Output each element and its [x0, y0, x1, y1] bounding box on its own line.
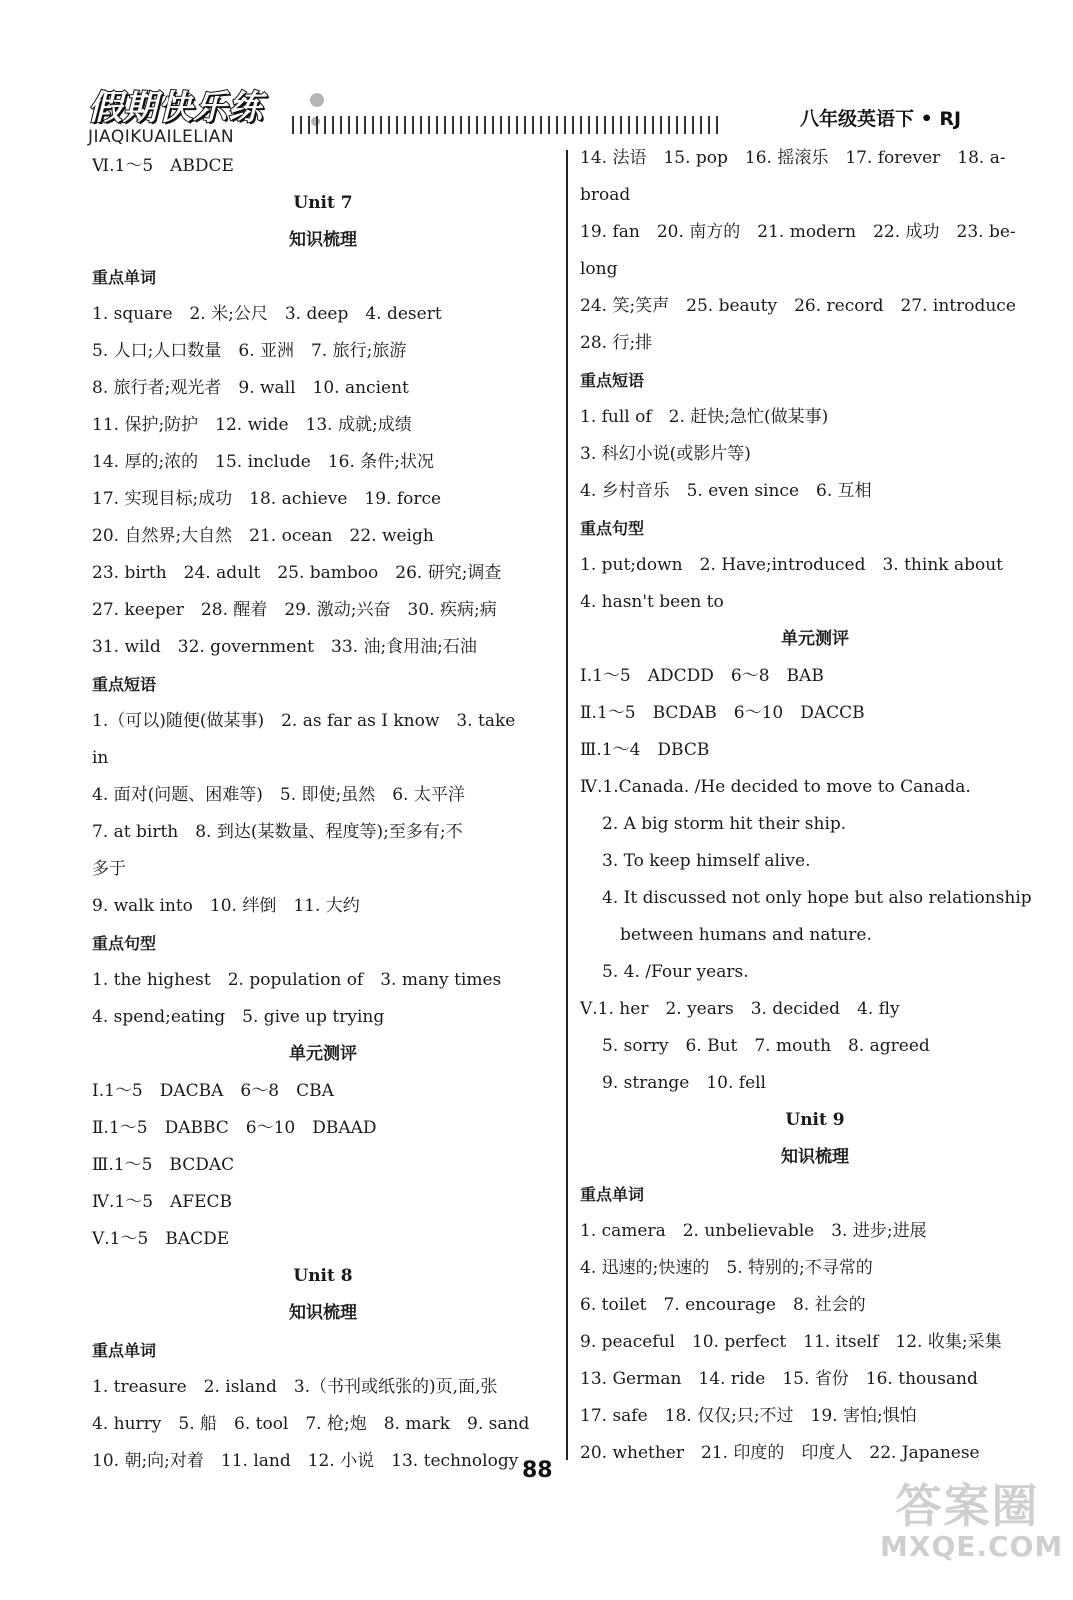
answer-line: 27. keeper 28. 醒着 29. 激动;兴奋 30. 疾病;病 [92, 600, 497, 620]
section-heading: 重点句型 [580, 519, 645, 538]
answer-line: 4. It discussed not only hope but also relationship [602, 888, 1032, 908]
answer-line: broad [580, 185, 631, 205]
answer-line: 1. square 2. 米;公尺 3. deep 4. desert [92, 304, 442, 324]
answer-line: 8. 旅行者;观光者 9. wall 10. ancient [92, 378, 409, 398]
answer-line: Ⅴ.1. her 2. years 3. decided 4. fly [580, 999, 900, 1019]
book-logo [88, 80, 263, 147]
left-column [92, 148, 554, 1480]
answer-line: 4. hurry 5. 船 6. tool 7. 枪;炮 8. mark 9. sand [92, 1414, 530, 1434]
section-title: 知识梳理 [289, 230, 357, 250]
answer-line: 5. 4. /Four years. [602, 962, 749, 982]
section-heading: 重点单词 [580, 1185, 645, 1204]
answer-line: 3. To keep himself alive. [602, 851, 811, 871]
section-heading: 重点单词 [92, 268, 157, 287]
answer-line: 1.（可以)随便(做某事) 2. as far as I know 3. take [92, 711, 516, 731]
answer-line: Ⅰ.1～5 DACBA 6～8 CBA [92, 1081, 334, 1101]
answer-line: 14. 厚的;浓的 15. include 16. 条件;状况 [92, 452, 435, 472]
answer-line: 多于 [92, 859, 126, 879]
answer-line: Ⅱ.1～5 DABBC 6～10 DBAAD [92, 1118, 377, 1138]
answer-line: 6. toilet 7. encourage 8. 社会的 [580, 1295, 866, 1315]
answer-line: 1. put;down 2. Have;introduced 3. think about [580, 555, 1004, 575]
answer-line: 9. peaceful 10. perfect 11. itself 12. 收集;采集 [580, 1332, 1002, 1352]
answer-line: 4. 乡村音乐 5. even since 6. 互相 [580, 481, 872, 501]
answer-line: 1. camera 2. unbelievable 3. 进步;进展 [580, 1221, 927, 1241]
answer-line: 19. fan 20. 南方的 21. modern 22. 成功 23. be- [580, 222, 1016, 242]
answer-line: 24. 笑;笑声 25. beauty 26. record 27. introduce [580, 296, 1016, 316]
book-title: 八年级英语下 • RJ [800, 108, 962, 130]
answer-line: 23. birth 24. adult 25. bamboo 26. 研究;调查 [92, 563, 502, 583]
answer-line: 4. hasn't been to [580, 592, 724, 612]
answer-line: 5. 人口;人口数量 6. 亚洲 7. 旅行;旅游 [92, 341, 407, 361]
answer-line: Ⅳ.1.Canada. /He decided to move to Canada. [580, 777, 971, 797]
answer-line: 10. 朝;向;对着 11. land 12. 小说 13. technology [92, 1451, 519, 1471]
answer-line: in [92, 748, 109, 768]
column-divider [566, 150, 568, 1460]
answer-line: 14. 法语 15. pop 16. 摇滚乐 17. forever 18. a- [580, 148, 1006, 168]
logo-title: 假期快乐练 [88, 88, 263, 128]
answer-line: between humans and nature. [620, 925, 872, 945]
answer-line: 28. 行;排 [580, 333, 653, 353]
section-heading: 重点句型 [92, 934, 157, 953]
answer-line: long [580, 259, 618, 279]
section-title: 单元测评 [289, 1044, 357, 1064]
answer-line: 13. German 14. ride 15. 省份 16. thousand [580, 1369, 978, 1389]
answer-line: 1. treasure 2. island 3.（书刊或纸张的)页,面,张 [92, 1377, 498, 1397]
answer-line: 5. sorry 6. But 7. mouth 8. agreed [602, 1036, 930, 1056]
answer-line: 11. 保护;防护 12. wide 13. 成就;成绩 [92, 415, 412, 435]
section-title: Unit 7 [293, 193, 353, 213]
answer-line: Ⅲ.1～4 DBCB [580, 740, 710, 760]
answer-line: Ⅲ.1～5 BCDAC [92, 1155, 235, 1175]
answer-line: Ⅴ.1～5 BACDE [92, 1229, 230, 1249]
answer-line: 7. at birth 8. 到达(某数量、程度等);至多有;不 [92, 822, 463, 842]
answer-line: 2. A big storm hit their ship. [602, 814, 847, 834]
section-heading: 重点短语 [580, 371, 645, 390]
answer-line: 4. spend;eating 5. give up trying [92, 1007, 385, 1027]
answer-line: 17. safe 18. 仅仅;只;不过 19. 害怕;惧怕 [580, 1406, 917, 1426]
watermark-url: MXQE.COM [880, 1530, 1064, 1563]
answer-line: 20. whether 21. 印度的 印度人 22. Japanese [580, 1443, 980, 1463]
answer-line: 4. 面对(问题、困难等) 5. 即使;虽然 6. 太平洋 [92, 785, 465, 805]
answer-line: 17. 实现目标;成功 18. achieve 19. force [92, 489, 442, 509]
section-heading: 重点单词 [92, 1341, 157, 1360]
watermark-title: 答案圈 [895, 1479, 1040, 1533]
page-number: 88 [522, 1458, 553, 1483]
answer-line: 9. strange 10. fell [602, 1073, 766, 1093]
section-title: 知识梳理 [781, 1147, 849, 1167]
answer-line: Ⅳ.1～5 AFECB [92, 1192, 233, 1212]
answer-line: 31. wild 32. government 33. 油;食用油;石油 [92, 637, 477, 657]
answer-line: 9. walk into 10. 绊倒 11. 大约 [92, 896, 360, 916]
answer-line: Ⅱ.1～5 BCDAB 6～10 DACCB [580, 703, 865, 723]
answer-line: 20. 自然界;大自然 21. ocean 22. weigh [92, 526, 434, 546]
section-heading: 重点短语 [92, 675, 157, 694]
answer-line: 4. 迅速的;快速的 5. 特别的;不寻常的 [580, 1258, 873, 1278]
section-title: 单元测评 [781, 629, 849, 649]
watermark [880, 1470, 1064, 1563]
section-title: Unit 9 [785, 1110, 845, 1130]
answer-line: Ⅵ.1～5 ABDCE [92, 156, 234, 176]
answer-line: 3. 科幻小说(或影片等) [580, 444, 751, 464]
header-barcode-decoration [292, 116, 720, 134]
section-title: Unit 8 [293, 1266, 353, 1286]
answer-line: Ⅰ.1～5 ADCDD 6～8 BAB [580, 666, 824, 686]
right-column [580, 140, 1050, 1472]
answer-line: 1. the highest 2. population of 3. many times [92, 970, 502, 990]
section-title: 知识梳理 [289, 1303, 357, 1323]
logo-pinyin: JIAQIKUAILELIAN [88, 127, 235, 147]
answer-line: 1. full of 2. 赶快;急忙(做某事) [580, 407, 829, 427]
